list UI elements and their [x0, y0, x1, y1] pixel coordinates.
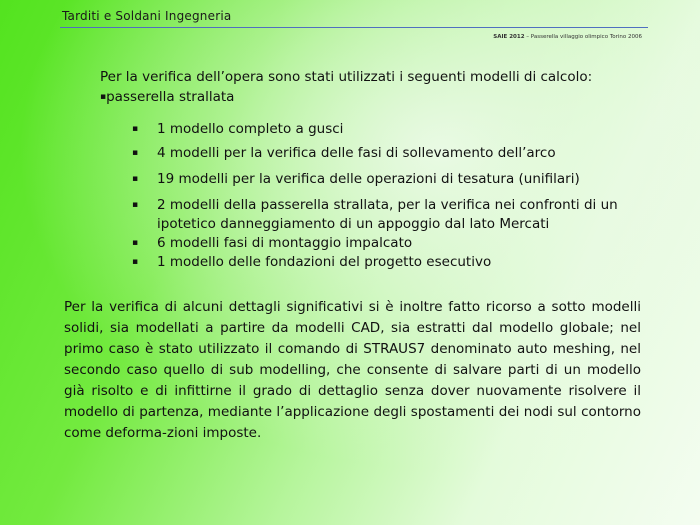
list-item — [132, 144, 632, 163]
square-bullet-icon: ▪ — [132, 238, 139, 248]
model-list — [132, 120, 632, 272]
list-item-text: 1 modello delle fondazioni del progetto esecutivo — [157, 254, 492, 270]
list-item-text: 4 modelli per la verifica delle fasi di sollevamento dell’arco — [157, 145, 556, 161]
intro-subitem-label: passerella strallata — [106, 89, 235, 105]
subheader-event: SAIE 2012 — [493, 34, 525, 40]
list-item — [132, 253, 632, 272]
square-bullet-icon: ▪ — [132, 148, 139, 158]
header-title: Tarditi e Soldani Ingegneria — [62, 9, 232, 23]
list-item-text: 6 modelli fasi di montaggio impalcato — [157, 235, 413, 251]
square-bullet-icon: ▪ — [100, 92, 107, 102]
list-item-text: 1 modello completo a gusci — [157, 121, 344, 137]
square-bullet-icon: ▪ — [132, 200, 139, 210]
list-item-text: 19 modelli per la verifica delle operazioni di tesatura (unifilari) — [157, 171, 580, 187]
list-item — [132, 170, 632, 189]
slide-subheader — [493, 34, 642, 40]
subheader-project: – Passerella villaggio olimpico Torino 2006 — [524, 34, 642, 40]
header-divider — [60, 27, 648, 28]
square-bullet-icon: ▪ — [132, 257, 139, 267]
list-item — [132, 196, 632, 234]
square-bullet-icon: ▪ — [132, 124, 139, 134]
square-bullet-icon: ▪ — [132, 174, 139, 184]
intro-text — [100, 67, 640, 107]
intro-line: Per la verifica dell’opera sono stati utilizzati i seguenti modelli di calcolo: — [100, 69, 593, 85]
list-item-text: 2 modelli della passerella strallata, per la verifica nei confronti di un ipotetico danneggiamento di un appoggio dal lato Mercati — [157, 197, 618, 232]
detail-paragraph: Per la verifica di alcuni dettagli significativi si è inoltre fatto ricorso a sotto modelli solidi, sia modellati a partire da modelli CAD, sia estratti dal modello globale; nel primo caso è stato utilizzato il comando di STRAUS7 denominato auto meshing, nel secondo caso quello di sub modelling, che consente di salvare parti di un modello già risolto e di infittirne il grado di dettaglio senza dover nuovamente risolvere il modello di partenza, mediante l’applicazione degli spostamenti dei nodi sul contorno come deforma-zioni imposte. — [64, 299, 641, 441]
list-item — [132, 234, 632, 253]
intro-subitem — [100, 87, 640, 107]
list-item — [132, 120, 632, 139]
